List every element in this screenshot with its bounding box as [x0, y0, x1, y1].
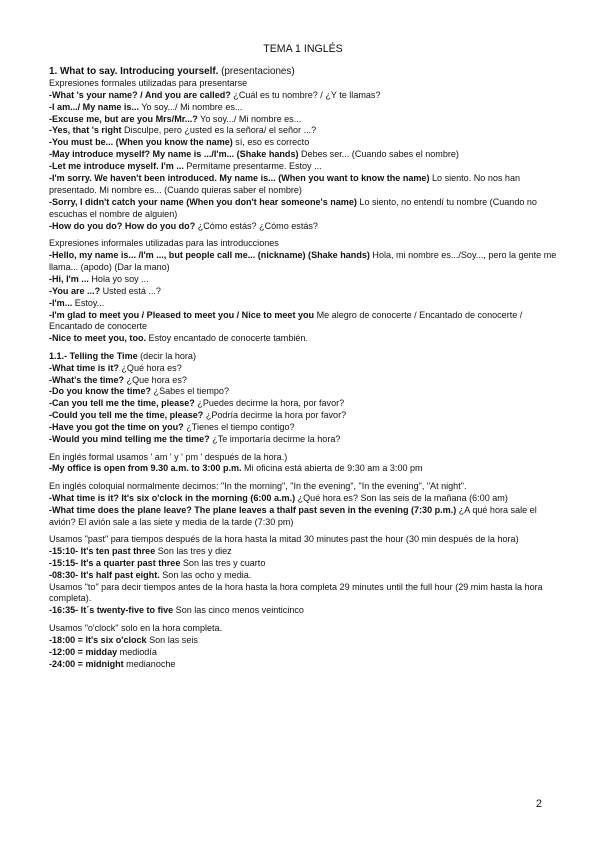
text-block — [49, 66, 557, 233]
text-line — [49, 90, 557, 102]
text-line — [49, 434, 557, 446]
text-line — [49, 114, 557, 126]
bold-phrase: -Yes, that 's right — [49, 125, 122, 136]
plain-phrase: Mi oficina está abierta de 9:30 am a 3:00 pm — [241, 463, 423, 474]
page-number: 2 — [535, 798, 542, 810]
text-line — [49, 221, 557, 233]
bold-phrase: -How do you do? How do you do? — [49, 220, 196, 231]
document-title: TEMA 1 INGLÉS — [263, 43, 343, 55]
plain-phrase: Son las tres y diez — [155, 545, 232, 556]
plain-phrase: ¿Que hora es? — [124, 374, 187, 385]
text-line — [49, 410, 557, 422]
bold-phrase: -What 's your name? / And you are called? — [49, 89, 231, 100]
text-line — [49, 546, 557, 558]
text-blocks — [49, 66, 557, 671]
plain-phrase: Yo soy.../ Mi nombre es... — [197, 113, 302, 124]
bold-phrase: -Would you mind telling me the time? — [49, 434, 210, 445]
plain-phrase: ¿A qué hora sale el avión? El avión sale a las siete y media de la tarde (7:30 pm) — [49, 504, 537, 527]
text-line — [49, 582, 557, 606]
plain-phrase: (decir la hora) — [137, 350, 196, 361]
text-line — [49, 125, 557, 137]
bold-phrase: -16:35- It´s twenty-five to five — [49, 605, 174, 616]
plain-phrase: Permítame presentarme. Estoy ... — [183, 161, 322, 172]
plain-phrase: En inglés coloquial normalmente decimos: "In the morning", "In the evening", "In the evening", "At night". — [49, 480, 467, 491]
text-line — [49, 659, 557, 671]
document-body — [49, 44, 557, 670]
bold-phrase: -12:00 = midday — [49, 646, 118, 657]
text-line — [49, 351, 557, 363]
text-line — [49, 149, 557, 161]
plain-phrase: Hola, mi nombre es.../Soy..., pero la gente me llama... (apodo) (Dar la mano) — [49, 250, 557, 272]
bold-phrase: -15:15- It's a quarter past three — [49, 557, 181, 568]
text-line — [49, 570, 557, 582]
text-line — [49, 333, 557, 345]
text-line — [49, 78, 557, 90]
plain-phrase: ¿Puedes decirme la hora, por favor? — [194, 398, 345, 409]
text-line — [49, 463, 557, 475]
plain-phrase: ¿Qué hora es? — [118, 362, 182, 373]
text-line — [49, 481, 557, 493]
text-line — [49, 250, 557, 274]
text-line — [49, 493, 557, 505]
bold-phrase: -My office is open from 9.30 a.m. to 3:00 p.m. — [49, 463, 242, 474]
bold-phrase: -08:30- It's half past eight. — [49, 569, 160, 580]
text-line — [49, 102, 557, 114]
bold-phrase: -You must be... (When you know the name) — [49, 137, 233, 148]
bold-phrase: -You are ...? — [49, 285, 101, 296]
plain-phrase: Estoy... — [72, 297, 105, 308]
plain-phrase: ¿Tienes el tiempo contigo? — [183, 422, 295, 433]
bold-phrase: -What time is it? It's six o'clock in the morning (6:00 a.m.) — [49, 492, 296, 503]
plain-phrase: ¿Podría decirme la hora por favor? — [203, 410, 347, 421]
text-line — [49, 137, 557, 149]
text-line — [49, 623, 557, 635]
text-line — [49, 286, 557, 298]
plain-phrase: Hola yo soy ... — [88, 273, 149, 284]
plain-phrase: Debes ser... (Cuando sabes el nombre) — [298, 149, 459, 160]
bold-phrase: -Excuse me, but are you Mrs/Mr...? — [49, 113, 198, 124]
bold-phrase: -15:10- It's ten past three — [49, 545, 156, 556]
bold-phrase: -What's the time? — [49, 374, 125, 385]
plain-phrase: ¿Cómo estás? ¿Cómo estás? — [195, 220, 318, 231]
plain-phrase: ¿Qué hora es? Son las seis de la mañana (6:00 am) — [295, 492, 508, 503]
section-heading — [49, 66, 557, 78]
text-line — [49, 422, 557, 434]
plain-phrase: ¿Sabes el tiempo? — [151, 386, 229, 397]
plain-phrase: Usted está ...? — [100, 285, 161, 296]
bold-phrase: -May introduce myself? My name is .../I'm... (Shake hands) — [49, 149, 299, 160]
bold-phrase: -Do you know the time? — [49, 386, 152, 397]
bold-phrase: 1. What to say. Introducing yourself. — [49, 65, 219, 77]
bold-phrase: -I'm sorry. We haven't been introduced. My name is... (When you want to know the name) — [49, 173, 430, 184]
plain-phrase: Me alegro de conocerte / Encantado de conocerte / Encantado de conocerte — [49, 309, 523, 332]
text-line — [49, 558, 557, 570]
bold-phrase: -What time does the plane leave? The plane leaves a thalf past seven in the evening (7:30 p.m.) — [49, 504, 457, 515]
bold-phrase: -Let me introduce myself. I'm ... — [49, 161, 184, 172]
text-line — [49, 386, 557, 398]
plain-phrase: ¿Cuál es tu nombre? / ¿Y te llamas? — [230, 89, 381, 100]
plain-phrase: Son las cinco menos veinticinco — [173, 605, 304, 616]
bold-phrase: -I am.../ My name is... — [49, 101, 139, 112]
bold-phrase: -Can you tell me the time, please? — [49, 398, 195, 409]
text-line — [49, 197, 557, 221]
plain-phrase: ¿Te importaría decirme la hora? — [209, 434, 341, 445]
text-block — [49, 238, 557, 345]
bold-phrase: -I'm... — [49, 297, 73, 308]
bold-phrase: -Nice to meet you, too. — [49, 333, 147, 344]
bold-phrase: -What time is it? — [49, 362, 119, 373]
plain-phrase: Lo siento. No nos han presentado. Mi nombre es... (Cuando quieras saber el nombre) — [49, 173, 521, 195]
text-line — [49, 310, 557, 334]
text-block — [49, 351, 557, 446]
plain-phrase: En inglés formal usamos ' am ' y ' pm ' después de la hora.) — [49, 451, 288, 462]
text-line — [49, 505, 557, 529]
plain-phrase: Son las seis — [146, 634, 198, 645]
text-line — [49, 274, 557, 286]
bold-phrase: -Hi, I'm ... — [49, 273, 89, 284]
text-line — [49, 635, 557, 647]
bold-phrase: 1.1.- Telling the Time — [49, 350, 138, 361]
plain-phrase: Usamos "to" para decir tiempos antes de la hora hasta la hora completa 29 minutes until the full hour (29 mim hasta la hora completa). — [49, 581, 543, 604]
plain-phrase: Lo siento, no entendí tu nombre (Cuando no escuchas el nombre de alguien) — [49, 196, 537, 219]
text-line — [49, 238, 557, 250]
plain-phrase: Disculpe, pero ¿usted es la señora/ el señor ...? — [121, 125, 317, 136]
text-line — [49, 605, 557, 617]
text-line — [49, 534, 557, 546]
text-block — [49, 481, 557, 529]
plain-phrase: Son las tres y cuarto — [180, 557, 266, 568]
plain-phrase: Estoy encantado de conocerte también. — [146, 333, 308, 344]
text-line — [49, 161, 557, 173]
bold-phrase: -Sorry, I didn't catch your name (When you don't hear someone's name) — [49, 196, 357, 207]
text-line — [49, 298, 557, 310]
plain-phrase: medianoche — [123, 658, 176, 669]
plain-phrase: Expresiones formales utilizadas para presentarse — [49, 77, 248, 88]
text-block — [49, 452, 557, 476]
plain-phrase: Expresiones informales utilizadas para las introducciones — [49, 238, 279, 249]
plain-phrase: sí, eso es correcto — [232, 137, 310, 148]
bold-phrase: -Have you got the time on you? — [49, 422, 184, 433]
bold-phrase: -Could you tell me the time, please? — [49, 410, 204, 421]
bold-phrase: -18:00 = It's six o'clock — [49, 634, 147, 645]
plain-phrase: mediodía — [117, 646, 157, 657]
bold-phrase: -I'm glad to meet you / Pleased to meet you / Nice to meet you — [49, 309, 315, 320]
text-line — [49, 452, 557, 464]
plain-phrase: (presentaciones) — [218, 65, 295, 77]
text-line — [49, 398, 557, 410]
text-block — [49, 623, 557, 671]
text-line — [49, 375, 557, 387]
plain-phrase: Yo soy.../ Mi nombre es... — [139, 101, 243, 112]
bold-phrase: -Hello, my name is... /I'm ..., but people call me... (nickname) (Shake hands) — [49, 250, 370, 260]
text-line — [49, 363, 557, 375]
text-line — [49, 647, 557, 659]
plain-phrase: Son las ocho y media. — [159, 569, 252, 580]
plain-phrase: Usamos "past" para tiempos después de la hora hasta la mitad 30 minutes past the hour (30 min después de la hora) — [49, 533, 519, 544]
text-line — [49, 173, 557, 197]
text-block — [49, 534, 557, 617]
bold-phrase: -24:00 = midnight — [49, 658, 124, 669]
plain-phrase: Usamos "o'clock" solo en la hora completa. — [49, 622, 223, 633]
